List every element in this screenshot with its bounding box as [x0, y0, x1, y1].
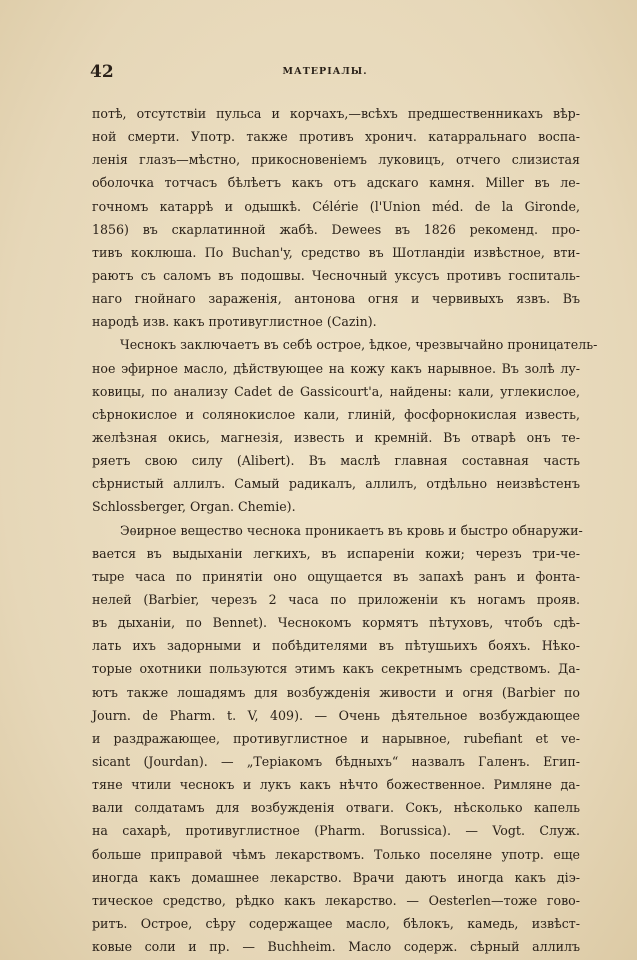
text-line: оболочка тотчасъ бѣлѣетъ какъ отъ адскаго камня. Miller въ ле-: [92, 175, 580, 191]
text-line: потѣ, отсутствіи пульса и корчахъ,—всѣхъ предшественникахъ вѣр-: [92, 106, 580, 121]
text-line: ковые соли и пр. — Buchheim. Масло содерж. сѣрный аллилъ: [92, 939, 580, 955]
text-line: раютъ съ саломъ въ подошвы. Чесночный уксусъ противъ госпиталь-: [92, 267, 580, 283]
text-line: въ дыханіи, по Bennet). Чеснокомъ кормятъ пѣтуховъ, чтобъ сдѣ-: [92, 615, 580, 631]
text-line: sicant (Jourdan). — „Теріакомъ бѣдныхъ“ назвалъ Галенъ. Егип-: [92, 753, 580, 769]
page-header: [90, 62, 560, 86]
text-line: 1856) въ скарлатинной жабѣ. Dewees въ 1826 рекоменд. про-: [92, 221, 580, 237]
body-text: [92, 102, 598, 958]
text-line: ряетъ свою силу (Alibert). Въ маслѣ главная составная часть: [92, 453, 580, 469]
text-line: иногда какъ домашнее лекарство. Врачи даютъ иногда какъ діэ-: [92, 869, 580, 885]
text-line: нелей (Barbier, черезъ 2 часа по приложеніи къ ногамъ прояв.: [92, 591, 580, 607]
text-line: тыре часа по принятіи оно ощущается въ запахѣ ранъ и фонта-: [92, 568, 580, 584]
text-line: ютъ также лошадямъ для возбужденія живости и огня (Barbier по: [92, 684, 580, 700]
text-line: на сахарѣ, противуглистное (Pharm. Borussica). — Vogt. Служ.: [92, 823, 580, 839]
text-line: ленія глазъ—мѣстно, прикосновеніемъ луковицъ, отчего слизистая: [92, 152, 580, 168]
text-line: наго гнойнаго зараженія, антонова огня и червивыхъ язвъ. Въ: [92, 291, 580, 307]
page-number: 42: [90, 62, 114, 82]
text-line: народѣ изв. какъ противуглистное (Cazin).: [92, 314, 377, 330]
running-title: МАТЕРІАЛЫ.: [282, 66, 368, 77]
text-line: ное эфирное масло, дѣйствующее на кожу какъ нарывное. Въ золѣ лу-: [92, 360, 580, 376]
text-line: ритъ. Острое, сѣру содержащее масло, бѣлокъ, камедь, извѣст-: [92, 915, 580, 931]
text-line: сѣрнокислое и солянокислое кали, глиній, фосфорнокислая известь,: [92, 406, 580, 422]
text-line: тическое средство, рѣдко какъ лекарство. — Oesterlen—тоже гово-: [92, 892, 580, 908]
text-line: торые охотники пользуются этимъ какъ секретнымъ средствомъ. Да-: [92, 661, 580, 677]
text-line: вали солдатамъ для возбужденія отваги. Сокъ, нѣсколько капель: [92, 800, 580, 816]
text-line: ной смерти. Употр. также противъ хронич. катарральнаго воспа-: [92, 129, 580, 145]
text-line: вается въ выдыханіи легкихъ, въ испареніи кожи; черезъ три-че-: [92, 545, 580, 561]
text-line: сѣрнистый аллилъ. Самый радикалъ, аллилъ, отдѣльно неизвѣстенъ: [92, 476, 580, 492]
text-line: желѣзная окись, магнезія, известь и кремній. Въ отварѣ онъ те-: [92, 429, 580, 445]
text-line: гочномъ катаррѣ и одышкѣ. Célérie (l'Union méd. de la Gironde,: [92, 198, 580, 214]
text-line: Journ. de Pharm. t. V, 409). — Очень дѣятельное возбуждающее: [92, 707, 580, 723]
text-line: тивъ коклюша. По Buchan'y, средство въ Шотландіи извѣстное, вти-: [92, 244, 580, 260]
text-line: и раздражающее, противуглистное и нарывное, rubefiant et ve-: [92, 730, 580, 746]
text-line: Schlossberger, Organ. Chemie).: [92, 499, 296, 515]
text-line: тяне чтили чеснокъ и лукъ какъ нѣчто божественное. Римляне да-: [92, 777, 580, 793]
text-line: больше приправой чѣмъ лекарствомъ. Только поселяне употр. еще: [92, 846, 580, 862]
text-line: ковицы, по анализу Cadet de Gassicourt'a, найдены: кали, углекислое,: [92, 383, 580, 399]
text-line: Эѳирное вещество чеснока проникаетъ въ кровь и быстро обнаружи-: [120, 522, 583, 538]
text-line: Чеснокъ заключаетъ въ себѣ острое, ѣдкое, чрезвычайно проницатель-: [120, 337, 598, 353]
text-line: лать ихъ задорными и побѣдителями въ пѣтушьихъ бояхъ. Нѣко-: [92, 638, 580, 654]
